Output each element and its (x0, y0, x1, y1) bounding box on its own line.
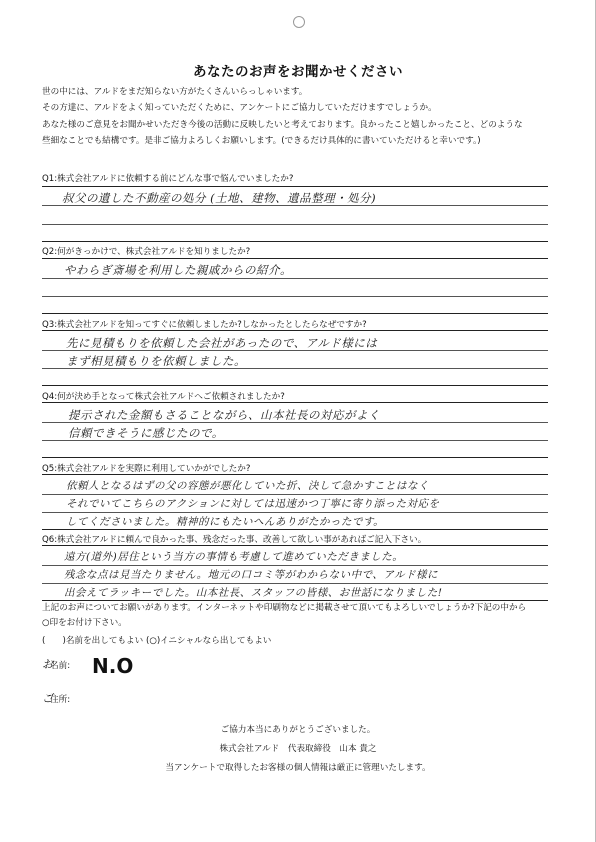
question-1-label: Q1:株式会社アルドに依頼する前にどんな事で悩んでいましたか? (42, 174, 294, 184)
ruled-line (42, 296, 548, 297)
footer-company: 株式会社アルド 代表取締役 山本 貴之 (219, 744, 377, 754)
name-label-row (42, 656, 70, 672)
question-3-label: Q3:株式会社アルドを知ってすぐに依頼しましたか?しなかったとしたらなぜですか? (42, 320, 367, 330)
footer-privacy: 当アンケートで取得したお客様の個人情報は厳正に管理いたします。 (165, 763, 431, 773)
ruled-line (42, 494, 548, 495)
answer-box-4 (42, 402, 548, 458)
answer-6-line-1: 遠方(道外)居住という当方の事情も考慮して進めていただきました。 (64, 551, 404, 563)
answer-6-line-3: 出会えてラッキーでした。山本社長、スタッフの皆様、お世話になりました! (64, 587, 443, 599)
answer-box-1 (42, 186, 548, 242)
question-2-label: Q2:何がきっかけで、株式会社アルドを知りましたか? (42, 247, 251, 257)
question-6-label: Q6:株式会社アルドに頼んで良かった事、残念だった事、改善して欲しい事があればご記入下さい。 (42, 535, 427, 545)
answer-1-line-1: 叔父の遺した不動産の処分 (土地、建物、遺品整理・処分) (62, 191, 377, 205)
intro-text (42, 84, 562, 149)
answer-3-line-1: 先に見積もりを依頼した会社があったので、アルド様には (66, 336, 378, 350)
name-value: N.O (92, 654, 134, 678)
handwritten-prefix: ご (42, 692, 53, 705)
address-label: 住所: (50, 695, 71, 705)
question-5-label: Q5:株式会社アルドを実際に利用していかがでしたか? (42, 464, 251, 474)
address-label-row (42, 690, 70, 706)
footer-thanks: ご協力本当にありがとうございました。 (220, 725, 376, 735)
consent-line: ○印をお付け下さい。 (42, 618, 127, 628)
ruled-line (42, 512, 548, 513)
name-label: 名前: (50, 661, 71, 671)
consent-text (42, 601, 562, 631)
handwritten-prefix: お (42, 658, 53, 671)
punch-hole-mark (293, 16, 305, 28)
answer-4-line-1: 提示された金額もさることながら、山本社長の対応がよく (68, 408, 380, 422)
answer-2-line-1: やわらぎ斎場を利用した親戚からの紹介。 (64, 263, 292, 277)
answer-6-line-2: 残念な点は見当たりません。地元の口コミ等がわからない中で、アルド様に (64, 569, 438, 581)
ruled-line (42, 565, 548, 566)
question-4-label: Q4:何が決め手となって株式会社アルドへご依頼されましたか? (42, 392, 285, 402)
answer-5-line-2: それでいてこちらのアクションに対しては迅速かつ丁寧に寄り添った対応を (66, 498, 440, 510)
answer-5-line-1: 依頼人となるはずの父の容態が悪化していた折、決して急かすことはなく (66, 480, 429, 492)
answer-5-line-3: してくださいました。精神的にもたいへんありがたかったです。 (66, 516, 385, 528)
intro-line: その方達に、アルドをよく知っていただくために、アンケートにご協力していただけますでしょうか。 (42, 103, 437, 114)
answer-3-line-2: まず相見積もりを依頼しました。 (66, 354, 246, 368)
page-title: あなたのお声をお聞かせください (193, 64, 403, 80)
publication-options: ( )名前を出してもよい (○)イニシャルなら出してもよい (42, 636, 272, 646)
answer-4-line-2: 信頼できそうに感じたので。 (68, 426, 224, 440)
intro-line: あなた様のご意見をお聞かせいただき今後の活動に反映したいと考えております。良かったこと嬉しかったこと、どのような (42, 119, 523, 130)
answer-box-2 (42, 258, 548, 314)
intro-line: 些細なことでも結構です。是非ご協力よろしくお願いします。(できるだけ具体的に書いていただけると幸いです。) (42, 135, 481, 146)
answer-box-5 (42, 474, 548, 530)
ruled-line (42, 278, 548, 279)
ruled-line (42, 224, 548, 225)
answer-box-6 (42, 545, 548, 601)
consent-line: 上記のお声についてお願いがあります。インターネットや印刷物などに掲載させて頂いてもよろしいでしょうか?下記の中から (42, 603, 527, 613)
intro-line: 世の中には、アルドをまだ知らない方がたくさんいらっしゃいます。 (42, 87, 308, 97)
ruled-line (42, 583, 548, 584)
answer-box-3 (42, 330, 548, 386)
